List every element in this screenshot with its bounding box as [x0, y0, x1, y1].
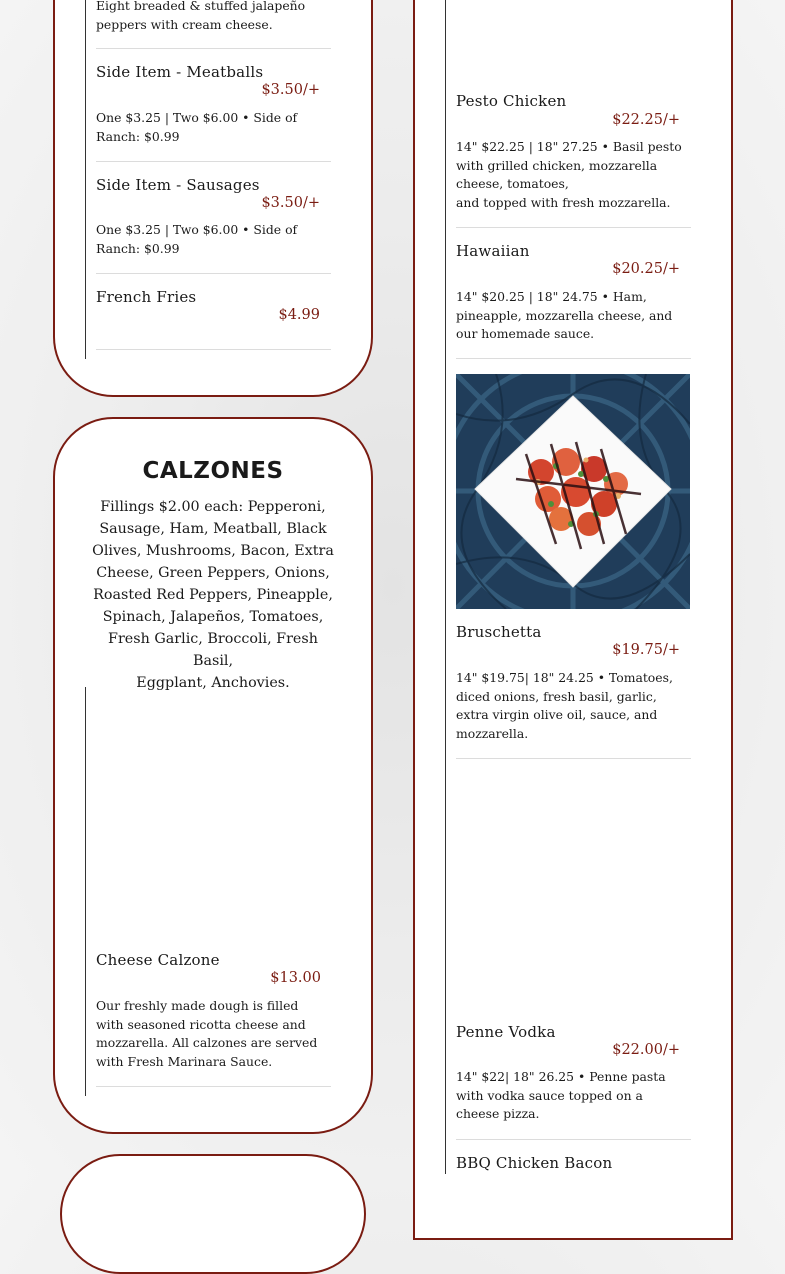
item-separator — [96, 161, 331, 162]
bruschetta-photo[interactable] — [456, 374, 690, 609]
item-name: Penne Vodka — [456, 1023, 556, 1041]
item-name: French Fries — [96, 288, 197, 306]
category-title: CALZONES — [142, 458, 284, 484]
item-separator — [456, 358, 691, 359]
item-name: Bruschetta — [456, 623, 542, 641]
item-description: Eight breaded & stuffed jalapeño peppers with cream cheese. — [96, 0, 306, 32]
item-separator — [456, 227, 691, 228]
category-description: Fillings $2.00 each: Pepperoni, Sausage, Ham, Meatball, Black Olives, Mushrooms, Bacon, Extra Cheese, Green Peppers, Onions, Roasted Red Peppers, Pineapple, Spinach, Jalapeños, Tomatoes, Fresh Garlic, Broccoli, Fresh Basil, Eggplant, Anchovies. — [92, 499, 334, 691]
item-name: Hawaiian — [456, 242, 530, 260]
item-description: Our freshly made dough is filled with seasoned ricotta cheese and mozzarella. All calzones are served with Fresh Marinara Sauce. — [96, 998, 318, 1069]
item-name: Side Item - Sausages — [96, 176, 260, 194]
item-name: Pesto Chicken — [456, 92, 567, 110]
item-name: Cheese Calzone — [96, 951, 220, 969]
column-divider-line — [445, 0, 446, 1174]
column-divider-line — [85, 687, 86, 1096]
item-separator — [96, 1086, 331, 1087]
item-description: 14" $19.75| 18" 24.25 • Tomatoes, diced onions, fresh basil, garlic, extra virgin olive oil, sauce, and mozzarella. — [456, 670, 673, 741]
item-price: $3.50/+ — [261, 82, 320, 98]
item-description: 14" $20.25 | 18" 24.75 • Ham, pineapple, mozzarella cheese, and our homemade sauce. — [456, 289, 673, 341]
side-items-card — [53, 0, 373, 397]
item-separator — [96, 349, 331, 350]
item-price: $19.75/+ — [612, 642, 680, 658]
item-price: $13.00 — [270, 970, 321, 986]
column-divider-line — [85, 0, 86, 359]
item-separator — [96, 273, 331, 274]
item-name: BBQ Chicken Bacon — [456, 1154, 613, 1172]
item-price: $4.99 — [278, 307, 320, 323]
item-description: One $3.25 | Two $6.00 • Side of Ranch: $0.99 — [96, 110, 298, 144]
item-price: $20.25/+ — [612, 261, 680, 277]
item-separator — [96, 48, 331, 49]
item-description: One $3.25 | Two $6.00 • Side of Ranch: $0.99 — [96, 222, 298, 256]
next-category-card — [60, 1154, 366, 1274]
item-separator — [456, 758, 691, 759]
item-name: Side Item - Meatballs — [96, 63, 264, 81]
bruschetta-image — [456, 374, 690, 609]
item-description: 14" $22.25 | 18" 27.25 • Basil pesto with grilled chicken, mozzarella cheese, tomatoes, and topped with fresh mozzarella. — [456, 139, 682, 210]
item-price: $3.50/+ — [261, 195, 320, 211]
item-description: 14" $22| 18" 26.25 • Penne pasta with vodka sauce topped on a cheese pizza. — [456, 1069, 666, 1121]
item-price: $22.00/+ — [612, 1042, 680, 1058]
item-separator — [456, 1139, 691, 1140]
item-price: $22.25/+ — [612, 112, 680, 128]
